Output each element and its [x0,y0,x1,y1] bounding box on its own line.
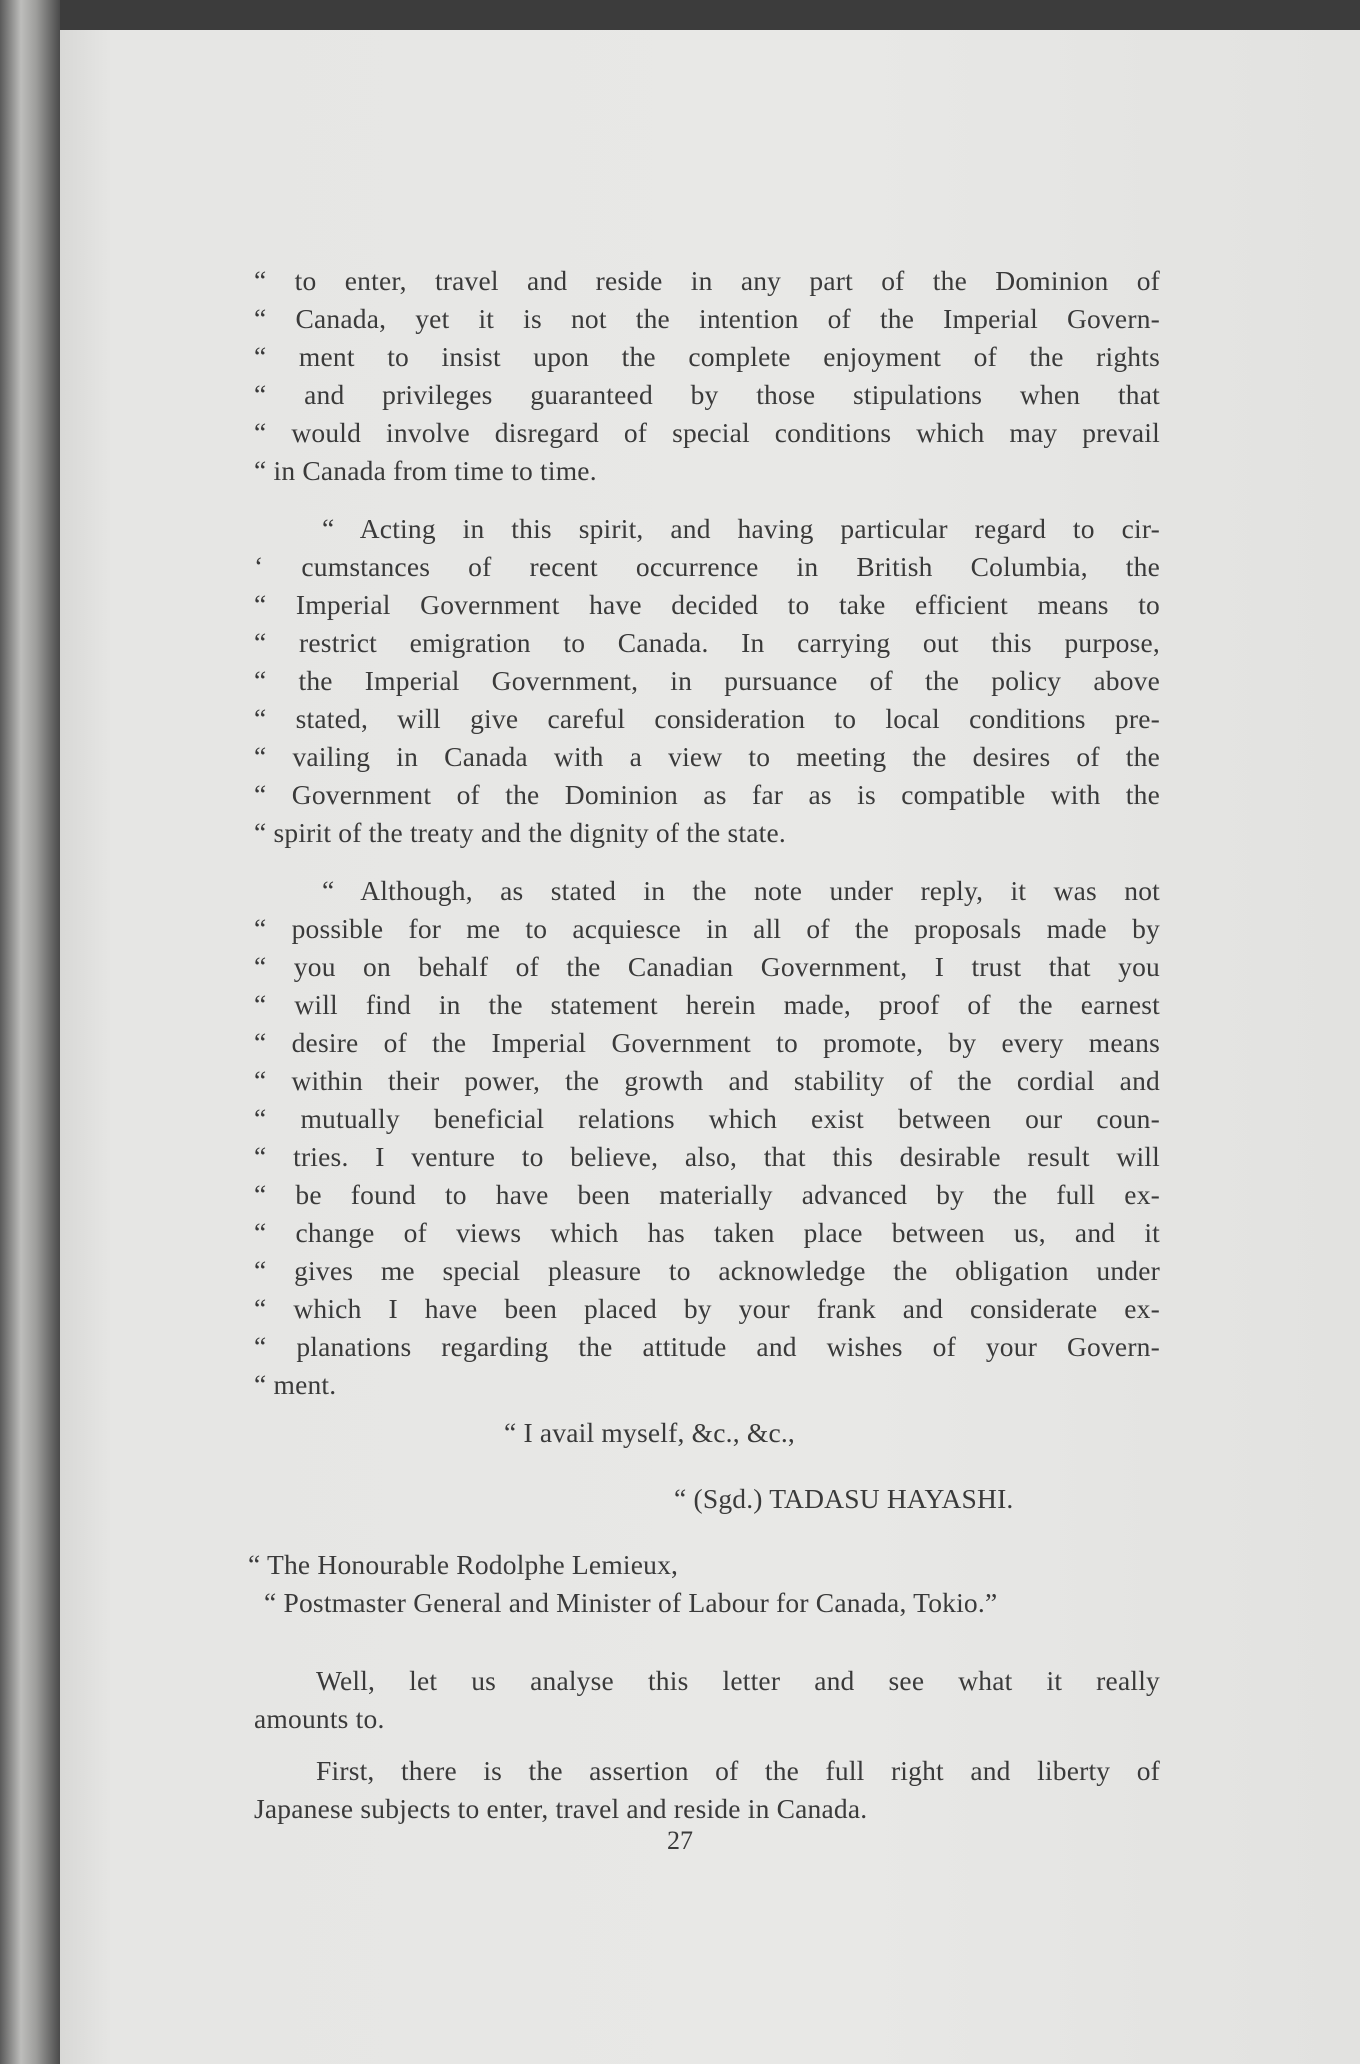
text-line: “ restrict emigration to Canada. In carrying out this purpose, [254,627,1160,658]
text-line: “ tries. I venture to believe, also, that this desirable result will [254,1141,1160,1172]
text-line: “ vailing in Canada with a view to meeting the desires of the [254,741,1160,772]
text-line: “ the Imperial Government, in pursuance of the policy above [254,665,1160,696]
text-line: “ Imperial Government have decided to take efficient means to [254,589,1160,620]
text-line: First, there is the assertion of the full right and liberty of [316,1755,1160,1786]
text-line: “ within their power, the growth and stability of the cordial and [254,1065,1160,1096]
text-line: “ stated, will give careful consideration to local conditions pre- [254,703,1160,734]
book-binding [0,0,60,2064]
text-line: “ Acting in this spirit, and having particular regard to cir- [322,513,1160,544]
text-line: “ spirit of the treaty and the dignity of the state. [254,817,786,848]
text-line: Japanese subjects to enter, travel and reside in Canada. [254,1793,868,1824]
address-line: “ Postmaster General and Minister of Labour for Canada, Tokio.” [264,1587,998,1618]
text-line: ‘ cumstances of recent occurrence in British Columbia, the [254,551,1160,582]
text-line: “ Government of the Dominion as far as is compatible with the [254,779,1160,810]
text-line: “ you on behalf of the Canadian Government, I trust that you [254,951,1160,982]
text-line: Well, let us analyse this letter and see what it really [316,1665,1160,1696]
text-line: amounts to. [254,1703,385,1734]
text-line: “ would involve disregard of special conditions which may prevail [254,417,1160,448]
text-line: “ and privileges guaranteed by those stipulations when that [254,379,1160,410]
text-line: “ which I have been placed by your frank and considerate ex- [254,1293,1160,1324]
letter-signature: “ (Sgd.) TADASU HAYASHI. [674,1483,1014,1514]
address-line: “ The Honourable Rodolphe Lemieux, [248,1549,679,1580]
text-line: “ desire of the Imperial Government to promote, by every means [254,1027,1160,1058]
text-line: “ ment. [254,1369,337,1400]
text-line: “ be found to have been materially advanced by the full ex- [254,1179,1160,1210]
text-line: “ to enter, travel and reside in any part of the Dominion of [254,265,1160,296]
text-line: “ ment to insist upon the complete enjoyment of the rights [254,341,1160,372]
page-number: 27 [667,1826,693,1855]
text-line: “ Although, as stated in the note under reply, it was not [322,875,1160,906]
text-line: “ planations regarding the attitude and wishes of your Govern- [254,1331,1160,1362]
text-line: “ in Canada from time to time. [254,455,597,486]
text-line: “ change of views which has taken place between us, and it [254,1217,1160,1248]
letter-closing: “ I avail myself, &c., &c., [504,1417,795,1448]
text-line: “ gives me special pleasure to acknowledge the obligation under [254,1255,1160,1286]
text-line: “ possible for me to acquiesce in all of the proposals made by [254,913,1160,944]
text-line: “ Canada, yet it is not the intention of the Imperial Govern- [254,303,1160,334]
text-line: “ will find in the statement herein made, proof of the earnest [254,989,1160,1020]
text-line: “ mutually beneficial relations which exist between our coun- [254,1103,1160,1134]
